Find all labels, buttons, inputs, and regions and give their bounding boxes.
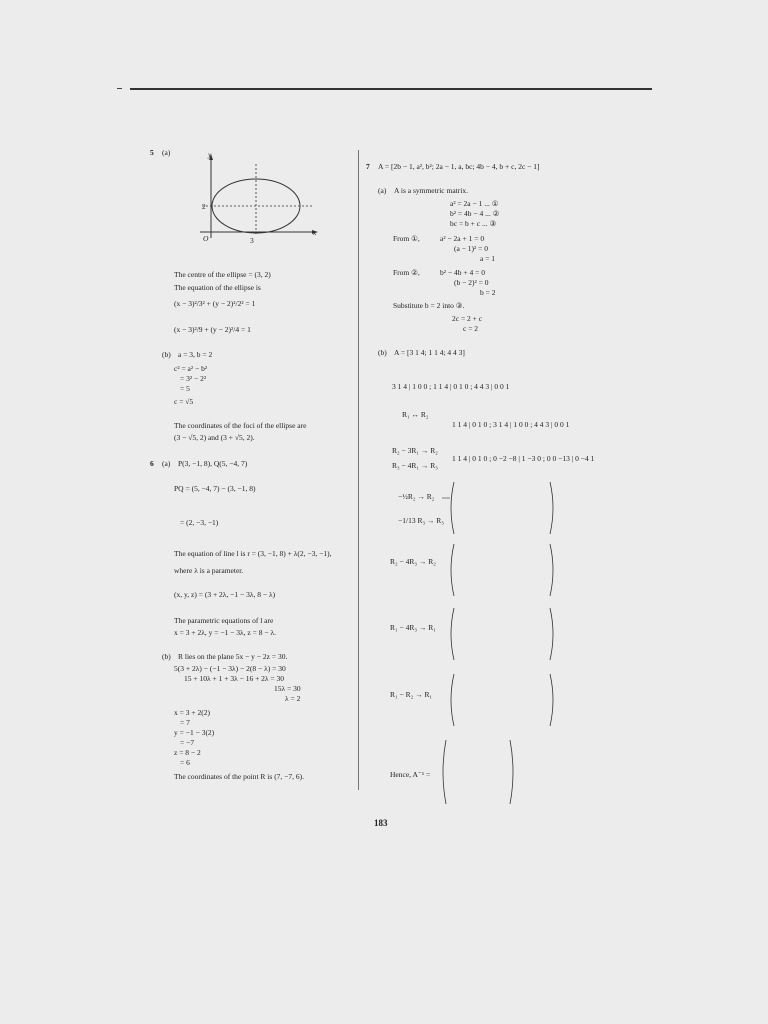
q6-param-intro: The parametric equations of l are xyxy=(174,616,274,625)
q7-op6: R₁ − R₂ → R₁ xyxy=(390,690,433,699)
q7-op5: R₁ − 4R₃ → R₁ xyxy=(390,623,436,632)
q7-A-def: A = [2b − 1, a², b²; 2a − 1, a, bc; 4b − 4, b + c, 2c − 1] xyxy=(378,162,540,171)
q7-op3a: −½R₂ → R₂ xyxy=(398,492,435,501)
q7-label: 7 xyxy=(366,162,370,171)
q6-pq2: = (2, −3, −1) xyxy=(180,518,219,527)
q5-centre: The centre of the ellipse = (3, 2) xyxy=(174,270,271,279)
q7-g1: 2c = 2 + c xyxy=(452,314,483,323)
q5-ab: a = 3, b = 2 xyxy=(178,350,213,359)
graph-y-label: y xyxy=(208,150,212,159)
q6-plane: R lies on the plane 5x − y − 2z = 30. xyxy=(178,652,288,661)
q7-op1: R₁ ↔ R₂ xyxy=(402,410,429,419)
q7-from2: From ②, xyxy=(393,268,420,277)
q6-line: The equation of line l is r = (3, −1, 8) + λ(2, −3, −1), xyxy=(174,549,332,558)
q5-part-b: (b) xyxy=(162,350,171,359)
q7-A-num: A = [3 1 4; 1 1 4; 4 4 3] xyxy=(394,348,465,357)
graph-x-mark: 3 xyxy=(250,236,254,245)
q7-e3: bc = b + c ... ③ xyxy=(450,219,497,228)
q6-s2: 15 + 10λ + 1 + 3λ − 16 + 2λ = 30 xyxy=(184,674,285,683)
q5-eq2: (x − 3)²/9 + (y − 2)²/4 = 1 xyxy=(174,325,251,334)
q6-part-b: (b) xyxy=(162,652,171,661)
q6-s3: 15λ = 30 xyxy=(274,684,301,693)
q7-f2b: (b − 2)² = 0 xyxy=(454,278,489,287)
column-divider xyxy=(358,150,359,790)
q5-eq1: (x − 3)²/3² + (y − 2)²/2² = 1 xyxy=(174,299,256,308)
q7-op2a: R₂ − 3R₁ → R₂ xyxy=(392,446,438,455)
q6-points: P(3, −1, 8), Q(5, −4, 7) xyxy=(178,459,248,468)
q5-label: 5 xyxy=(150,148,154,157)
q6-x2: = 7 xyxy=(180,718,190,727)
graph-origin-label: O xyxy=(203,234,209,243)
q7-f2a: b² − 4b + 4 = 0 xyxy=(440,268,485,277)
q7-from1: From ①, xyxy=(393,234,420,243)
q7-g2: c = 2 xyxy=(463,324,479,333)
q5-foci2: (3 − √5, 2) and (3 + √5, 2). xyxy=(174,433,255,442)
q7-e1: a² = 2a − 1 ... ① xyxy=(450,199,499,208)
q6-z1: z = 8 − 2 xyxy=(174,748,201,757)
q7-op3b: −1/13 R₃ → R₃ xyxy=(398,516,444,525)
q6-x1: x = 3 + 2(2) xyxy=(174,708,210,717)
header-rule xyxy=(130,88,652,90)
q6-y1: y = −1 − 3(2) xyxy=(174,728,215,737)
q6-pq: PQ = (5, −4, 7) − (3, −1, 8) xyxy=(174,484,256,493)
q7-hence: Hence, A⁻¹ = xyxy=(390,770,431,779)
q7-part-b: (b) xyxy=(378,348,387,357)
q6-z2: = 6 xyxy=(180,758,190,767)
q6-xyz: (x, y, z) = (3 + 2λ, −1 − 3λ, 8 − λ) xyxy=(174,590,276,599)
graph-x-label: x xyxy=(313,228,317,237)
page-number: 183 xyxy=(374,818,388,828)
q6-s4: λ = 2 xyxy=(285,694,301,703)
q6-param-eq: x = 3 + 2λ, y = −1 − 3λ, z = 8 − λ. xyxy=(174,628,276,637)
q5-c3: = 5 xyxy=(180,384,190,393)
q5-part-a: (a) xyxy=(162,148,171,157)
q7-op4: R₂ − 4R₃ → R₂ xyxy=(390,557,436,566)
q6-part-a: (a) xyxy=(162,459,171,468)
q7-subst: Substitute b = 2 into ③. xyxy=(393,301,465,310)
q7-op2b: R₃ − 4R₁ → R₃ xyxy=(392,461,438,470)
q5-c4: c = √5 xyxy=(174,397,194,406)
q7-e2: b² = 4b − 4 ... ② xyxy=(450,209,500,218)
q7-f2c: b = 2 xyxy=(480,288,496,297)
q7-aug2: 1 1 4 | 0 1 0 ; 0 −2 −8 | 1 −3 0 ; 0 0 −13 | 0 −4 1 xyxy=(452,454,595,463)
q6-s1: 5(3 + 2λ) − (−1 − 3λ) − 2(8 − λ) = 30 xyxy=(174,664,286,673)
q7-aug0: 3 1 4 | 1 0 0 ; 1 1 4 | 0 1 0 ; 4 4 3 | 0 0 1 xyxy=(392,382,510,391)
q6-param: where λ is a parameter. xyxy=(174,566,244,575)
q5-eq-intro: The equation of the ellipse is xyxy=(174,283,261,292)
q6-final: The coordinates of the point R is (7, −7, 6). xyxy=(174,772,305,781)
q7-f1b: (a − 1)² = 0 xyxy=(454,244,489,253)
margin-mark xyxy=(117,88,122,89)
q7-f1a: a² − 2a + 1 = 0 xyxy=(440,234,485,243)
q7-f1c: a = 1 xyxy=(480,254,496,263)
q6-y2: = −7 xyxy=(180,738,195,747)
q5-c1: c² = a² − b² xyxy=(174,364,208,373)
q7-sym: A is a symmetric matrix. xyxy=(394,186,468,195)
q6-label: 6 xyxy=(150,459,154,468)
q7-part-a: (a) xyxy=(378,186,387,195)
q5-foci1: The coordinates of the foci of the ellipse are xyxy=(174,421,307,430)
graph-y-mark: 2 xyxy=(202,202,206,211)
ellipse-graph xyxy=(190,150,330,250)
q5-c2: = 3² − 2² xyxy=(180,374,207,383)
q7-aug1: 1 1 4 | 0 1 0 ; 3 1 4 | 1 0 0 ; 4 4 3 | 0 0 1 xyxy=(452,420,570,429)
matrix-brackets xyxy=(440,478,560,808)
